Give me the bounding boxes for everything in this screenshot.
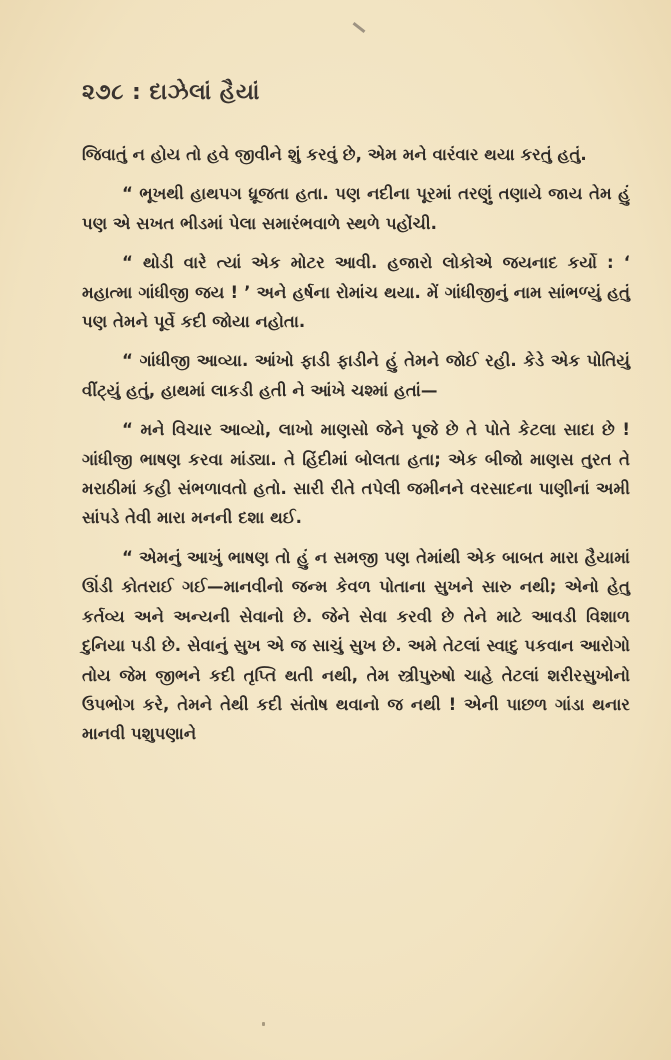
paragraph-continuation: જિવાતું ન હોય તો હવે જીવીને શું કરવું છે, એમ મને વારંવાર થયા કરતું હતું. <box>82 145 587 164</box>
paragraph: “ થોડી વારે ત્યાં એક મોટર આવી. હજારો લોકોએ જયનાદ કર્યો : ‘ મહાત્મા ગાંધીજી જય ! ’ અને હર્ષના રોમાંચ થયા. મેં ગાંધીજીનું નામ સાંભળ્યું હતું પણ તેમને પૂર્વે કદી જોયા નહોતા. <box>82 253 630 332</box>
running-head: ૨૭૮ : દાઝેલાં હૈયાં <box>82 80 260 105</box>
print-mark <box>353 22 366 33</box>
body-text <box>82 140 630 759</box>
paragraph: “ એમનું આખું ભાષણ તો હું ન સમજી પણ તેમાંથી એક બાબત મારા હૈયામાં ઊંડી કોતરાઈ ગઈ—માનવીનો જન્મ કેવળ પોતાના સુખને સારુ નથી; એનો હેતુ કર્તવ્ય અને અન્યની સેવાનો છે. જેને સેવા કરવી છે તેને માટે આવડી વિશાળ દુનિયા પડી છે. સેવાનું સુખ એ જ સાચું સુખ છે. અમે તેટલાં સ્વાદુ પકવાન આરોગો તોય જેમ જીભને કદી તૃપ્તિ થતી નથી, તેમ સ્ત્રીપુરુષો ચાહે તેટલાં શરીરસુખોનો ઉપભોગ કરે, તેમને તેથી કદી સંતોષ થવાનો જ નથી ! એની પાછળ ગાંડા થનાર માનવી પશુપણાને <box>82 547 630 744</box>
paragraph: “ મને વિચાર આવ્યો, લાખો માણસો જેને પૂજે છે તે પોતે કેટલા સાદા છે ! ગાંધીજી ભાષણ કરવા માંડ્યા. તે હિંદીમાં બોલતા હતા; એક બીજો માણસ તુરત તે મરાઠીમાં કહી સંભળાવતો હતો. સારી રીતે તપેલી જમીનને વરસાદના પાણીનાં અમી સાંપડે તેવી મારા મનની દશા થઈ. <box>82 420 630 528</box>
page-speck <box>262 1022 265 1026</box>
paragraph: “ ભૂખથી હાથપગ ધ્રૂજતા હતા. પણ નદીના પૂરમાં તરણું તણાયે જાય તેમ હું પણ એ સખત ભીડમાં પેલા સમારંભવાળે સ્થળે પહોંચી. <box>82 184 630 233</box>
paragraph: “ ગાંધીજી આવ્યા. આંખો ફાડી ફાડીને હું તેમને જોઈ રહી. કેડે એક પોતિયું વીંટ્યું હતું, હાથમાં લાકડી હતી ને આંખે ચશ્માં હતાં— <box>82 351 630 400</box>
